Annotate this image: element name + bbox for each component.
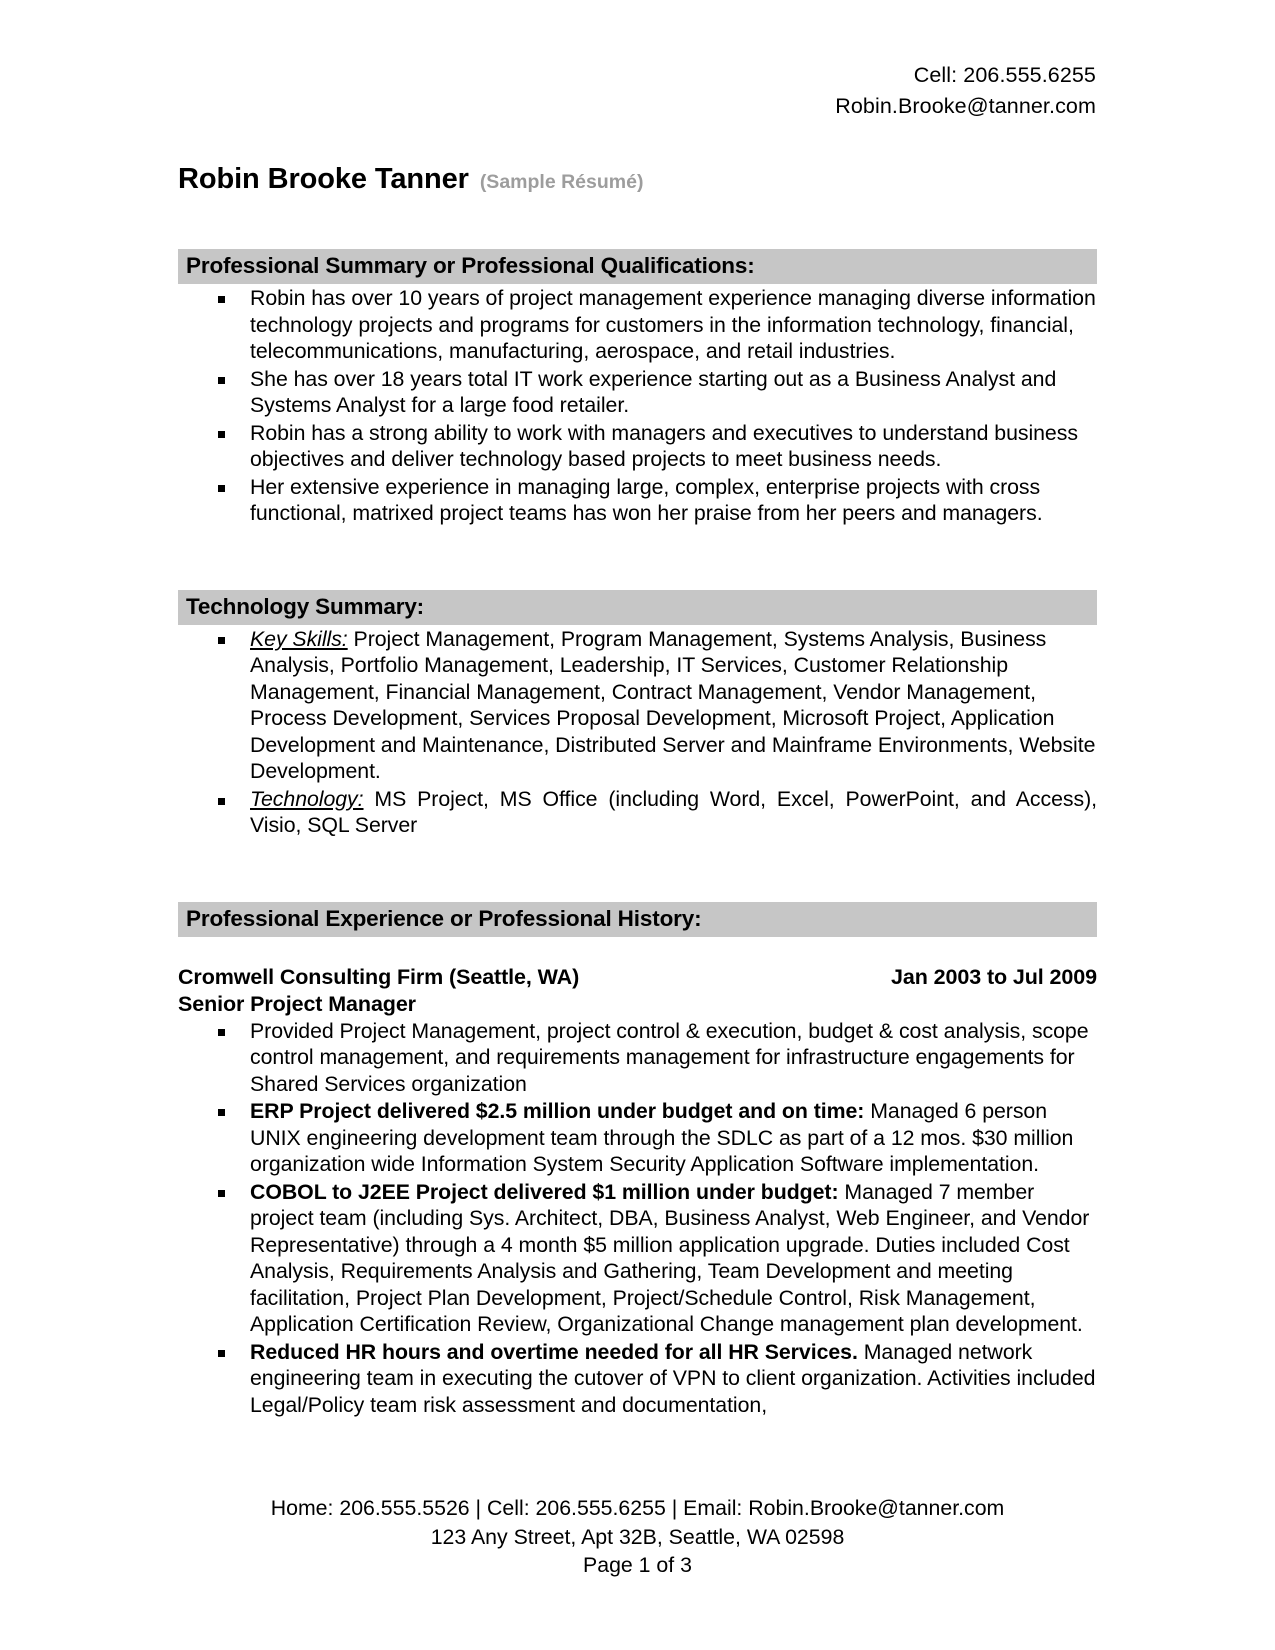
technology-label: Technology:	[250, 786, 364, 811]
list-item-key-skills	[178, 626, 1097, 785]
list-item: Robin has a strong ability to work with managers and executives to understand business objectives and deliver technology based projects to meet business needs.	[178, 420, 1097, 473]
technology-summary-list	[178, 626, 1097, 839]
section-heading-professional-experience: Professional Experience or Professional History:	[178, 902, 1097, 937]
achievement-text: Managed 6 person UNIX engineering development team through the SDLC as part of a 12 mos. $30 million organization wide Information System Security Application Software implementation.	[250, 1099, 1074, 1177]
header-cell-number: Cell: 206.555.6255	[913, 63, 1096, 87]
list-item	[178, 1339, 1097, 1419]
list-item: Her extensive experience in managing large, complex, enterprise projects with cross functional, matrixed project teams has won her praise from her peers and managers.	[178, 474, 1097, 527]
achievement-text: Managed network engineering team in executing the cutover of VPN to client organization. Activities included Legal/Policy team risk assessment and documentation,	[250, 1339, 1096, 1417]
section-heading-professional-summary: Professional Summary or Professional Qualifications:	[178, 249, 1097, 284]
achievement-lead: Reduced HR hours and overtime needed for all HR Services.	[250, 1339, 858, 1364]
candidate-name-row	[178, 163, 1097, 196]
list-item-technology	[178, 786, 1097, 839]
professional-summary-list	[178, 285, 1097, 527]
list-item: She has over 18 years total IT work experience starting out as a Business Analyst and Systems Analyst for a large food retailer.	[178, 366, 1097, 419]
job-title: Senior Project Manager	[178, 991, 416, 1016]
footer-page-number: Page 1 of 3	[583, 1553, 692, 1578]
list-item	[178, 1018, 1097, 1098]
footer-contact-line: Home: 206.555.5526 | Cell: 206.555.6255 | Email: Robin.Brooke@tanner.com	[270, 1495, 1005, 1520]
job-dates: Jan 2003 to Jul 2009	[891, 964, 1097, 989]
footer-address-line: 123 Any Street, Apt 32B, Seattle, WA 02598	[430, 1524, 845, 1549]
achievement-lead: ERP Project delivered $2.5 million under budget and on time:	[250, 1099, 865, 1124]
achievement-text: Provided Project Management, project control & execution, budget & cost analysis, scope control management, and requirements management for infrastructure engagements for Shared Services organization	[250, 1018, 1089, 1096]
list-item	[178, 1179, 1097, 1338]
key-skills-text: Project Management, Program Management, Systems Analysis, Business Analysis, Portfolio Management, Leadership, IT Services, Customer Relationship Management, Financial Management, Contract Management, Vendor Management, Process Development, Services Proposal Development, Microsoft Project, Application Development and Maintenance, Distributed Server and Mainframe Environments, Website Development.	[250, 626, 1096, 784]
job-employer: Cromwell Consulting Firm (Seattle, WA)	[178, 964, 580, 989]
key-skills-label: Key Skills:	[250, 626, 348, 651]
technology-text: MS Project, MS Office (including Word, Excel, PowerPoint, and Access), Visio, SQL Server	[250, 786, 1097, 838]
page-footer	[0, 1494, 1275, 1580]
job-achievements-list	[178, 1018, 1097, 1419]
sample-resume-note: (Sample Résumé)	[479, 171, 644, 194]
achievement-lead: COBOL to J2EE Project delivered $1 million under budget:	[250, 1179, 839, 1204]
header-email-address: Robin.Brooke@tanner.com	[835, 93, 1096, 118]
list-item	[178, 1098, 1097, 1178]
list-item: Robin has over 10 years of project management experience managing diverse information technology projects and programs for customers in the information technology, financial, telecommunications, manufacturing, aerospace, and retail industries.	[178, 285, 1097, 365]
header-contact-block	[178, 60, 1096, 121]
achievement-text: Managed 7 member project team (including Sys. Architect, DBA, Business Analyst, Web Engineer, and Vendor Representative) through a 4 month $5 million application upgrade. Duties included Cost Analysis, Requirements Analysis and Gathering, Team Development and meeting facilitation, Project Plan Development, Project/Schedule Control, Risk Management, Application Certification Review, Organizational Change management plan development.	[250, 1179, 1090, 1337]
candidate-name: Robin Brooke Tanner	[178, 163, 469, 196]
section-heading-technology-summary: Technology Summary:	[178, 590, 1097, 625]
job-header-row	[178, 965, 1097, 990]
